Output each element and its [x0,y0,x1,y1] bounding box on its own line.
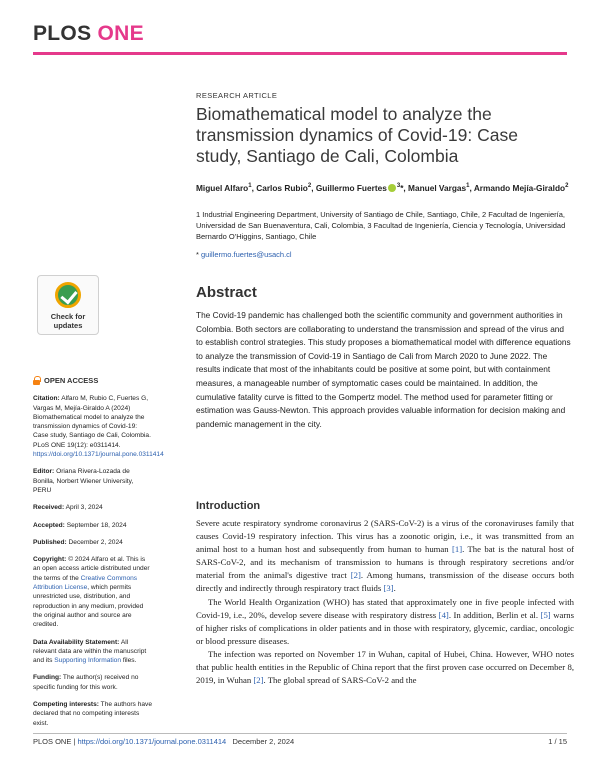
received-label: Received: [33,504,65,512]
accepted-block [33,521,153,530]
editor-text: Oriana Rivera-Lozada de Bonilla, Norbert Wiener University, PERU [33,468,134,494]
open-access-text: OPEN ACCESS [44,376,99,385]
author-affil-sup: 1 [248,183,252,189]
received-date: April 3, 2024 [65,504,103,512]
reference-link[interactable]: [1] [451,544,463,555]
footer-divider [33,733,567,734]
intro-text: . The bat is the natural host of SARS-CoV-2, and its mechanism of transmission to humans is through respiratory secretions and/or material from the animal's digestive tract [196,544,574,581]
copyright-text: © 2024 Alfaro et al. This is an open access article distributed under the terms of the [33,556,150,582]
citation-block [33,394,164,459]
intro-paragraph [196,596,574,648]
journal-logo[interactable] [33,22,144,46]
introduction-body [196,517,574,687]
open-lock-icon [33,376,40,385]
article-sidebar [33,376,164,736]
received-block [33,503,153,512]
author-affil-sup: 2 [307,183,312,189]
data-availability-label: Data Availability Statement: [33,638,120,646]
competing-interests-label: Competing interests: [33,701,99,709]
competing-interests-text: The authors have declared that no competing interests exist. [33,701,152,727]
author-name[interactable]: Miguel Alfaro [196,182,249,193]
corresponding-star: * [400,182,404,193]
corresponding-star: * [196,250,202,259]
license-link[interactable]: Creative Commons Attribution License [33,574,138,592]
article-title: Biomathematical model to analyze the transmission dynamics of Covid-19: Case study, Santiago de Cali, Colombia [196,104,518,166]
citation-text: Alfaro M, Rubio C, Fuertes G, Vargas M, Mejía-Giraldo A (2024) Biomathematical model to analyze the transmission dynamics of Covid-19: Case study, Santiago de Cali, Colombia. PLoS ONE 19(12): e0311414. [33,395,151,449]
author-affil-sup: 3 [396,183,401,189]
copyright-text-end: , which permits unrestricted use, distribution, and reproduction in any medium, provided the original author and source are credited. [33,584,144,629]
competing-interests-block [33,700,153,728]
intro-text: . [393,583,396,594]
intro-paragraph [196,648,574,687]
author-affil-sup: 1 [466,183,470,189]
author-name[interactable]: Manuel Vargas [408,182,467,193]
intro-text: The infection was reported on November 17 in Wuhan, capital of Hubei, China. However, WHO notes that public health entities in the Republic of China report that the first proven case occurred on December 8, 2019, in Wuhan [196,648,574,686]
abstract-heading: Abstract [196,284,257,301]
email-link[interactable]: guillermo.fuertes@usach.cl [201,250,292,259]
author-name[interactable]: Armando Mejía-Giraldo [473,182,566,193]
page-footer [33,737,294,746]
check-updates-line1: Check for [50,312,86,321]
header-divider [33,52,567,55]
funding-text: The author(s) received no specific funding for this work. [33,674,139,691]
reference-link[interactable]: [2] [350,570,361,581]
footer-doi-link[interactable]: https://doi.org/10.1371/journal.pone.0311414 [77,737,227,746]
open-access-label [33,376,153,385]
intro-text: warns of higher risks of complications in older patients and in those with respiratory, glycemic, cardiac, oncologic or blood pressure diseases. [196,609,574,646]
funding-label: Funding: [33,674,62,682]
intro-paragraph [196,517,574,596]
reference-link[interactable]: [2] [253,675,264,686]
citation-label: Citation: [33,395,60,403]
data-availability-block [33,638,153,666]
footer-journal: PLOS ONE [33,737,72,746]
intro-text: . In addition, Berlin et al. [448,609,541,620]
check-for-updates-button[interactable] [37,275,99,335]
reference-link[interactable]: [5] [540,609,551,620]
footer-separator: | [71,737,78,746]
article-type-label: RESEARCH ARTICLE [196,91,278,100]
intro-text: Severe acute respiratory syndrome coronavirus 2 (SARS-CoV-2) is a virus of the coronaviruses family that causes Covid-19 respiratory infection. This virus has a zoonotic origin, i.e., it was transmitted from an animal host to a human host and subsequently from human to human [196,518,574,555]
check-updates-line2: updates [53,321,83,330]
author-name[interactable]: Carlos Rubio [256,182,308,193]
check-updates-label [38,312,98,330]
citation-doi-link[interactable]: https://doi.org/10.1371/journal.pone.0311414 [33,451,164,459]
editor-block [33,467,153,495]
reference-link[interactable]: [4] [438,609,449,620]
check-updates-icon [55,282,81,308]
data-availability-text: All relevant data are within the manuscript and its [33,638,147,665]
supporting-info-link[interactable]: Supporting Information [54,657,121,665]
corresponding-email[interactable] [196,250,292,259]
copyright-label: Copyright: [33,556,67,564]
footer-date: December 2, 2024 [232,737,295,746]
data-availability-text-end: files. [122,657,137,665]
copyright-block [33,555,153,629]
accepted-label: Accepted: [33,521,65,529]
page-number: 1 / 15 [548,737,567,746]
affiliations: 1 Industrial Engineering Department, University of Santiago de Chile, Santiago, Chile, 2 Facultad de Ingeniería, Universidad de San Buenaventura, Cali, Colombia, 3 Facultad de Ingeniería, Ciencia y Tecnología, Universidad Bernardo O'Higgins, Santiago, Chile [196,210,566,242]
intro-text: . The global spread of SARS-CoV-2 and the [263,675,417,686]
published-block [33,538,153,547]
author-list: Miguel Alfaro$^1$, Carlos Rubio$^2$, Guillermo Fuertes $^3$*, Manuel Vargas$^1$, Armando Mejía-Giraldo$^2$ [196,182,569,193]
introduction-heading: Introduction [196,500,261,512]
logo-plos-text: PLOS [33,22,92,45]
intro-text: . Among humans, transmission of the disease occurs both directly and indirectly through respiratory tract fluids [196,570,574,594]
abstract-text: The Covid-19 pandemic has challenged both the scientific community and government authorities in Colombia. Both sectors are collaborating to understand the transmission and spread of the virus and to establish control strategies. This study proposes a biomathematical model with difference equations to analyze the transmission of Covid-19 in Santiago de Cali from March 2020 to June 2022. The results indicate that most of the inhabitants could be positive at some point, but with containment measures, a manageable number of symptomatic cases could be maintained. In addition, the cumulative fatality curve is fitted to the Gompertz model. The method used for parameter fitting or estimation was Gauss-Newton. This approach provides valuable information for decision making and pandemic management in the city. [196,310,571,429]
published-date: December 2, 2024 [68,538,123,546]
editor-label: Editor: [33,468,55,476]
reference-link[interactable]: [3] [383,583,394,594]
accepted-date: September 18, 2024 [66,521,127,529]
author-affil-sup: 2 [565,183,569,189]
author-name[interactable]: Guillermo Fuertes [315,182,387,193]
logo-one-text: ONE [97,22,144,45]
orcid-icon[interactable] [388,184,396,192]
funding-block [33,673,153,692]
intro-text: The World Health Organization (WHO) has stated that approximately one in five people infected with Covid-19, i.e., 20%, develop severe disease with respiratory distress [196,596,574,620]
published-label: Published: [33,538,67,546]
